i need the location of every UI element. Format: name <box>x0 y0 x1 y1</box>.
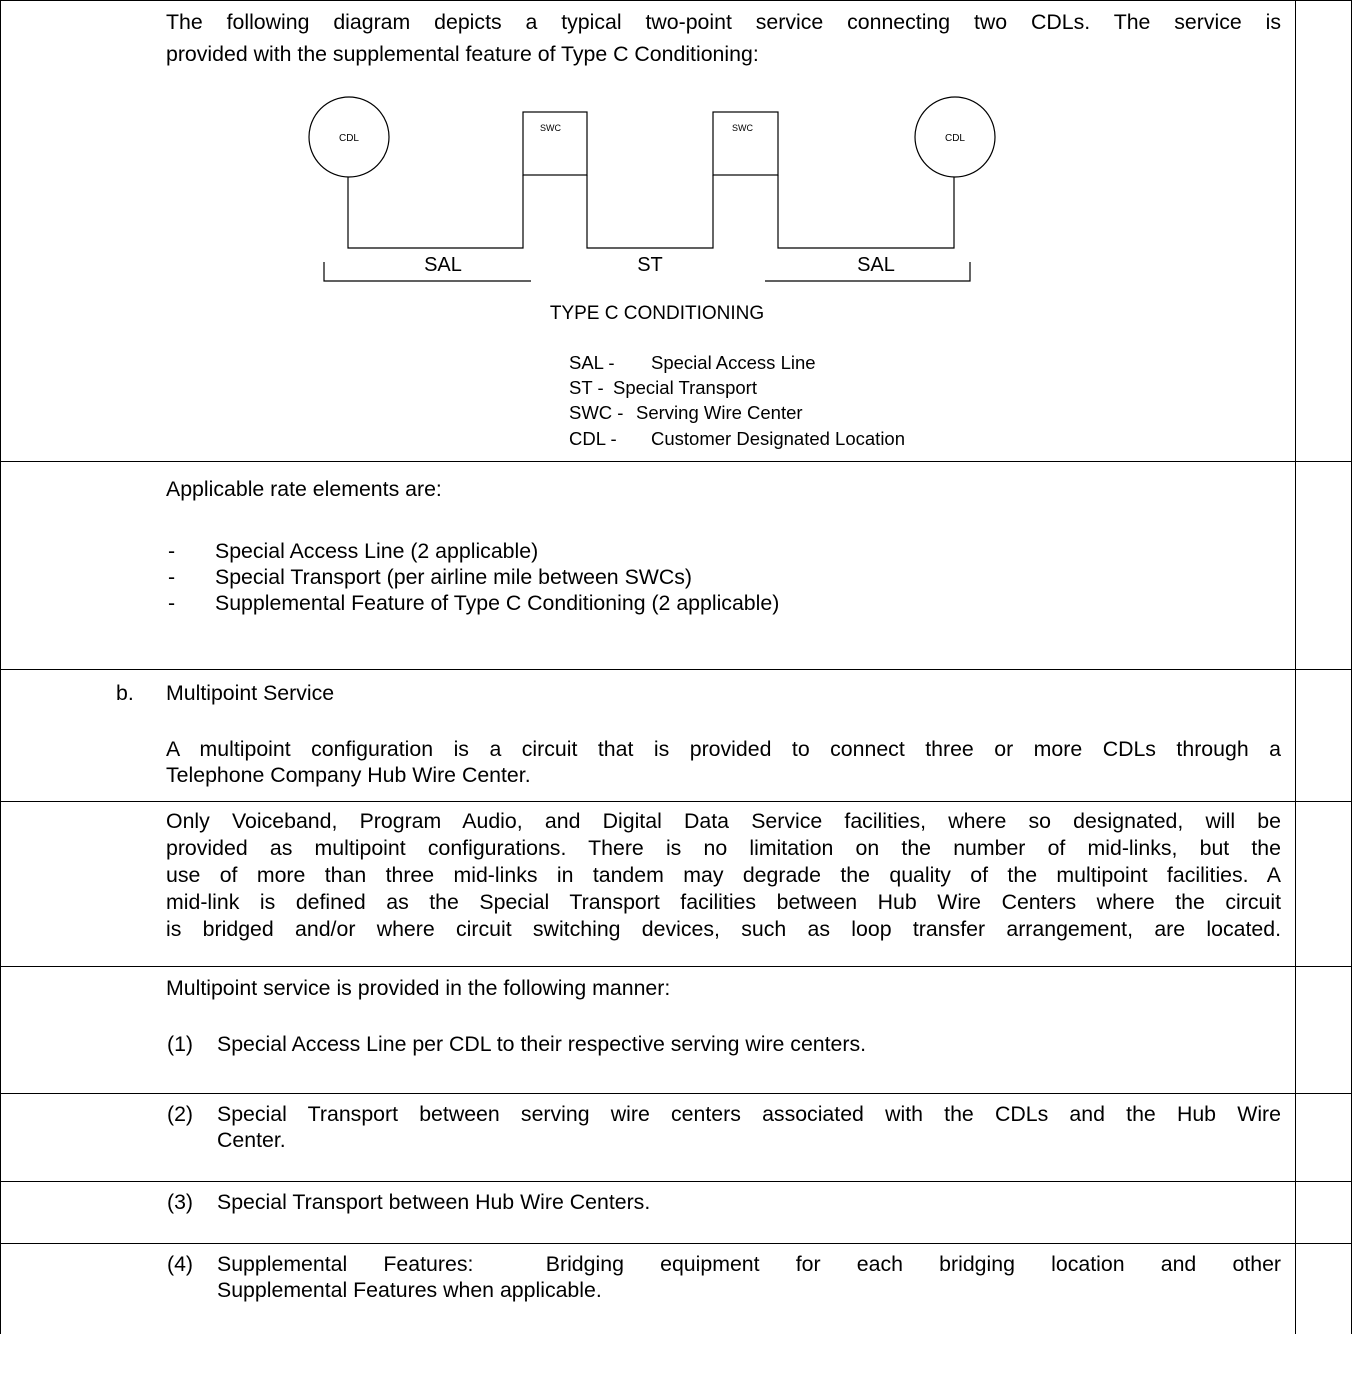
sal-right-label: SAL <box>857 254 895 276</box>
two-point-service-diagram <box>1 96 1291 456</box>
list-item-dash: - <box>168 539 176 563</box>
list-item-line-1: Special Transport between serving wire centers associated with the CDLs and the Hub Wire <box>217 1102 1281 1126</box>
revision-mark-cell <box>1296 802 1352 967</box>
diagram-caption: TYPE C CONDITIONING <box>549 303 765 324</box>
revision-mark-cell <box>1296 462 1352 670</box>
legend-abbr: SAL - <box>569 352 615 373</box>
list-item: Special Transport between Hub Wire Centers. <box>217 1190 651 1214</box>
legend-abbr: SWC - <box>569 402 624 423</box>
table-row <box>1 1 1352 462</box>
revision-mark-cell <box>1296 1094 1352 1182</box>
content-cell <box>1 1244 1296 1335</box>
legend-desc: Serving Wire Center <box>636 402 803 423</box>
revision-mark-cell <box>1296 670 1352 802</box>
list-item: Special Access Line (2 applicable) <box>215 539 539 563</box>
content-cell <box>1 462 1296 670</box>
intro-line-2: provided with the supplemental feature of Type C Conditioning: <box>166 42 759 66</box>
revision-mark-cell <box>1296 1182 1352 1244</box>
list-item-dash: - <box>168 591 176 615</box>
content-cell <box>1 1094 1296 1182</box>
table-row <box>1 462 1352 670</box>
item-number: (2) <box>167 1102 194 1126</box>
st-label: ST <box>637 254 663 276</box>
content-cell <box>1 802 1296 967</box>
circuit-path <box>348 175 954 248</box>
legend-desc: Special Access Line <box>651 352 816 373</box>
content-cell <box>1 967 1296 1094</box>
table-row <box>1 1182 1352 1244</box>
list-item: Supplemental Feature of Type C Conditioning (2 applicable) <box>215 591 780 615</box>
cdl-left-label: CDL <box>338 133 360 144</box>
table-row <box>1 802 1352 967</box>
list-item-line-2: Supplemental Features when applicable. <box>217 1278 602 1302</box>
legend-desc: Special Transport <box>613 377 757 398</box>
multipoint-definition-line-1: A multipoint configuration is a circuit that is provided to connect three or more CDLs through a <box>166 737 1281 761</box>
revision-mark-cell <box>1296 967 1352 1094</box>
cdl-right-label: CDL <box>944 133 966 144</box>
legend-abbr: CDL - <box>569 428 617 449</box>
item-number: (3) <box>167 1190 194 1214</box>
list-item-line-1: Supplemental Features: Bridging equipment for each bridging location and other <box>217 1252 1281 1276</box>
section-label: b. <box>116 681 134 705</box>
swc-left-box <box>523 112 587 175</box>
revision-mark-cell <box>1296 1244 1352 1335</box>
legend-desc: Customer Designated Location <box>651 428 906 449</box>
sal-left-label: SAL <box>424 254 462 276</box>
paragraph-line: provided as multipoint configurations. There is no limitation on the number of mid-links, but the <box>166 836 1281 860</box>
item-number: (4) <box>167 1252 194 1276</box>
swc-right-box <box>713 112 778 175</box>
item-number: (1) <box>167 1032 194 1056</box>
rate-elements-heading: Applicable rate elements are: <box>166 477 442 501</box>
paragraph-line: mid-link is defined as the Special Transport facilities between Hub Wire Centers where the circuit <box>166 890 1281 914</box>
intro-line-1: The following diagram depicts a typical two-point service connecting two CDLs. The service is <box>166 10 1281 34</box>
revision-mark-cell <box>1296 1 1352 462</box>
diagram-legend <box>569 352 905 449</box>
table-row <box>1 670 1352 802</box>
paragraph-line: use of more than three mid-links in tandem may degrade the quality of the multipoint facilities. A <box>166 863 1281 887</box>
legend-abbr: ST - <box>569 377 604 398</box>
content-cell <box>1 670 1296 802</box>
swc-right-label: SWC <box>732 123 753 133</box>
manner-heading: Multipoint service is provided in the following manner: <box>166 976 671 1000</box>
list-item-line-2: Center. <box>217 1128 286 1152</box>
section-title: Multipoint Service <box>166 681 335 705</box>
multipoint-definition-line-2: Telephone Company Hub Wire Center. <box>166 763 531 787</box>
table-row <box>1 967 1352 1094</box>
swc-left-label: SWC <box>540 123 561 133</box>
table-row <box>1 1244 1352 1335</box>
content-cell <box>1 1 1296 462</box>
list-item-dash: - <box>168 565 176 589</box>
list-item: Special Transport (per airline mile between SWCs) <box>215 565 692 589</box>
content-cell <box>1 1182 1296 1244</box>
list-item: Special Access Line per CDL to their respective serving wire centers. <box>217 1032 867 1056</box>
paragraph-line: is bridged and/or where circuit switching devices, such as loop transfer arrangement, are located. <box>166 917 1281 941</box>
paragraph-line: Only Voiceband, Program Audio, and Digital Data Service facilities, where so designated, will be <box>166 809 1281 833</box>
table-row <box>1 1094 1352 1182</box>
